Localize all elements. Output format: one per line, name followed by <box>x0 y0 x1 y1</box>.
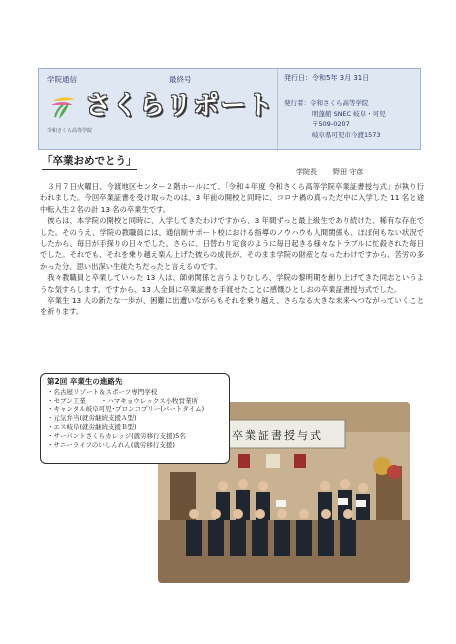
paragraph: 卒業生 13 人の新たな一歩が、困難に出遭いながらもそれを乗り越え、さらなる大きな未来へつながっていくことを祈ります。 <box>40 296 424 317</box>
school-logo-icon <box>45 89 81 125</box>
list-item: ・サニーライフのいしんれん(就労移行支援) <box>47 440 175 449</box>
article-headline: 「卒業おめでとう」 <box>42 153 137 170</box>
list-item: ・セブン工業 ・ハマキョウレックス小牧営業所 <box>47 396 199 405</box>
address: 岐阜県可児市今渡1573 <box>312 130 381 139</box>
postal-code: 〒509-0207 <box>312 120 350 128</box>
masthead-title-block <box>39 69 277 151</box>
paragraph: ３月７日火曜日、今渡地区センター２階ホールにて、「令和４年度 令和さくら高等学院卒業証書授与式」が執り行われました。今回卒業証書を受け取ったのは、3 年前の開校と同時に、コロナ禍の真っただ中に入学した 11 名と途中転入生２名の計 13 名の卒業生です。 <box>40 182 424 214</box>
series-label: 学院通信 <box>47 75 77 84</box>
list-item: ・元気弁当(就労継続支援Ａ型) <box>47 414 137 423</box>
campus-name: 明蓬館 SNEC 岐阜・可児 <box>312 109 386 118</box>
masthead-info-block <box>277 69 422 151</box>
byline <box>296 167 363 177</box>
newsletter-title: さくらリポート <box>85 91 275 121</box>
masthead <box>38 68 421 150</box>
author-name: 野田 守彦 <box>333 168 364 176</box>
list-item: ・サーパントさくらカレッジ(就労移行支援)5名 <box>47 431 186 440</box>
author-role: 学院長 <box>296 168 317 176</box>
issue-date: 発行日：令和5年 3月 31日 <box>284 74 370 82</box>
paragraph: 彼らは、本学院の開校と同時に、入学してきたわけですから、3 年間ずっと最上級生であり続けた、稀有な存在でした。そのうえ、学院の教職員には、通信制サポート校における指導のノウハウも人間関係も、ほぼ何もない状況でしたから、毎日が手探りの日々でした。さらに、日替わり定食のように毎日起きる様々なトラブルに忙殺された毎日でした。それでも、それを乗り越え楽ん上げた彼らの成長が、そのまま学院の財産となったわけですから、苦労の多かった分、思い出深い生徒たちだったと言えるのです。 <box>40 216 424 271</box>
career-list <box>47 388 223 450</box>
school-name-small: 令和さくら高等学院 <box>47 128 93 134</box>
publisher-info <box>284 98 386 140</box>
photo-banner-text: 卒業証書授与式 <box>232 429 323 442</box>
list-item: ・キャンタル岐阜可児･プロンコプリー(パートタイム) <box>47 405 205 414</box>
list-item: ・エス岐阜(就労継続支援Ｂ型) <box>47 422 137 431</box>
list-item: ・名古屋リゾート＆スポーツ専門学校 <box>47 387 158 396</box>
career-box-title: 第2回 卒業生の進路先 <box>47 377 123 386</box>
issue-label: 最終号 <box>169 75 192 84</box>
article-body <box>40 181 424 318</box>
paragraph: 我々教職員と卒業していった 13 人は、師弟関係と言うよりむしろ、学院の黎明期を創り上げてきた同志というような気すらします。ですから、13 人全員に卒業証書を手渡せたことに感慨ひとしおの卒業証書授与式でした。 <box>40 273 424 294</box>
career-destinations-box <box>40 373 230 464</box>
publisher-label: 発行者：令和さくら高等学院 <box>284 99 369 107</box>
